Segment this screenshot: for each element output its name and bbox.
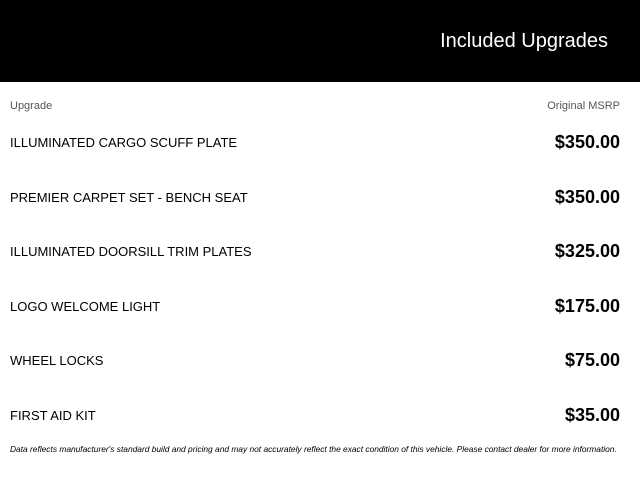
upgrade-price: $175.00 <box>554 295 620 316</box>
header-bar <box>0 0 640 82</box>
table-row <box>0 333 640 388</box>
upgrade-name: ILLUMINATED CARGO SCUFF PLATE <box>10 135 238 150</box>
upgrade-name: FIRST AID KIT <box>10 407 96 423</box>
table-row <box>0 115 640 170</box>
upgrade-name: WHEEL LOCKS <box>10 353 104 368</box>
table-row <box>0 388 640 443</box>
table-row <box>0 224 640 279</box>
disclaimer-text: Data reflects manufacturer's standard build and pricing and may not accurately reflect the exact condition of this vehicle. Please contact dealer for more information. <box>10 444 617 454</box>
table-row <box>0 170 640 225</box>
upgrade-name: ILLUMINATED DOORSILL TRIM PLATES <box>10 244 252 259</box>
table-row <box>0 279 640 334</box>
upgrade-price: $350.00 <box>554 132 620 152</box>
upgrade-price: $35.00 <box>564 404 620 425</box>
column-header-msrp: Original MSRP <box>547 100 620 112</box>
upgrade-price: $75.00 <box>564 350 620 370</box>
upgrade-name: PREMIER CARPET SET - BENCH SEAT <box>10 189 248 205</box>
upgrades-list <box>0 115 640 442</box>
column-header-upgrade: Upgrade <box>10 100 53 112</box>
upgrade-name: LOGO WELCOME LIGHT <box>10 298 161 314</box>
upgrade-price: $350.00 <box>554 186 620 207</box>
upgrade-price: $325.00 <box>554 241 620 261</box>
page-title: Included Upgrades <box>440 30 608 52</box>
